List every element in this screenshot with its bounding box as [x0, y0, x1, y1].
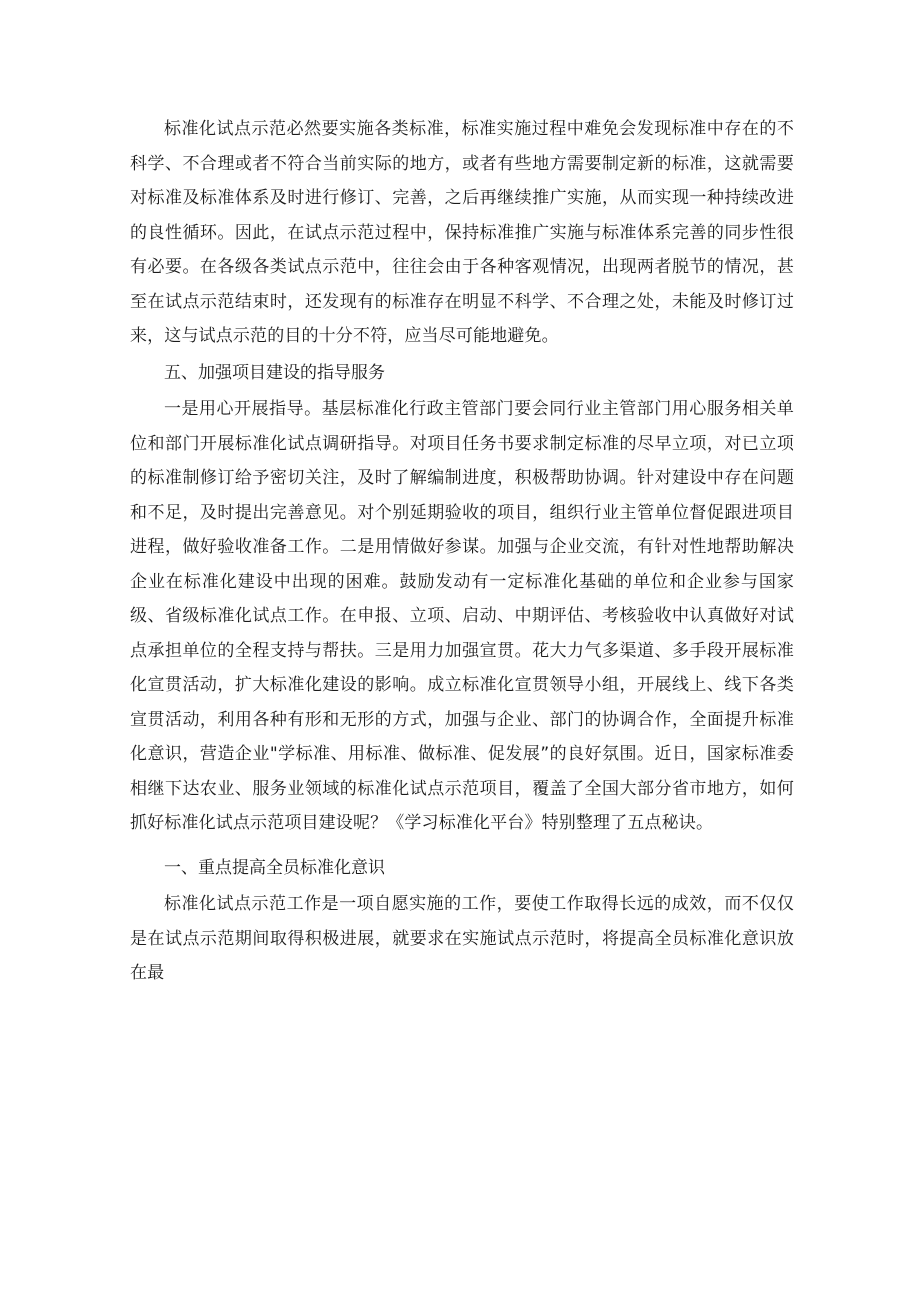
document-body: [130, 112, 794, 991]
spacer: [130, 841, 794, 851]
paragraph-standard-implementation: 标准化试点示范必然要实施各类标准，标准实施过程中难免会发现标准中存在的不科学、不合理或者不符合当前实际的地方，或者有些地方需要制定新的标准，这就需要对标准及标准体系及时进行修订、完善，之后再继续推广实施，从而实现一种持续改进的良性循环。因此，在试点示范过程中，保持标准推广实施与标准体系完善的同步性很有必要。在各级各类试点示范中，往往会由于各种客观情况，出现两者脱节的情况，甚至在试点示范结束时，还发现有的标准存在明显不科学、不合理之处，未能及时修订过来，这与试点示范的目的十分不符，应当尽可能地避免。: [130, 119, 794, 346]
section-heading-one: 一、重点提高全员标准化意识: [164, 857, 385, 878]
paragraph-guidance-services: 一是用心开展指导。基层标准化行政主管部门要会同行业主管部门用心服务相关单位和部门开展标准化试点调研指导。对项目任务书要求制定标准的尽早立项，对已立项的标准制修订给予密切关注，及时了解编制进度，积极帮助协调。针对建设中存在问题和不足，及时提出完善意见。对个别延期验收的项目，组织行业主管单位督促跟进项目进程，做好验收准备工作。二是用情做好参谋。加强与企业交流，有针对性地帮助解决企业在标准化建设中出现的困难。鼓励发动有一定标准化基础的单位和企业参与国家级、省级标准化试点工作。在申报、立项、启动、中期评估、考核验收中认真做好对试点承担单位的全程支持与帮扶。三是用力加强宣贯。花大力气多渠道、多手段开展标准化宣贯活动，扩大标准化建设的影响。成立标准化宣贯领导小组，开展线上、线下各类宣贯活动，利用各种有形和无形的方式，加强与企业、部门的协调合作，全面提升标准化意识，营造企业"学标准、用标准、做标准、促发展”的良好氛围。近日，国家标准委相继下达农业、服务业领域的标准化试点示范项目，覆盖了全国大部分省市地方，如何抓好标准化试点示范项目建设呢？《学习标准化平台》特别整理了五点秘诀。: [130, 399, 794, 833]
paragraph-awareness: 标准化试点示范工作是一项自愿实施的工作，要使工作取得长远的成效，而不仅仅是在试点示范期间取得积极进展，就要求在实施试点示范时，将提高全员标准化意识放在最: [130, 894, 794, 983]
section-heading-five: 五、加强项目建设的指导服务: [164, 362, 385, 383]
